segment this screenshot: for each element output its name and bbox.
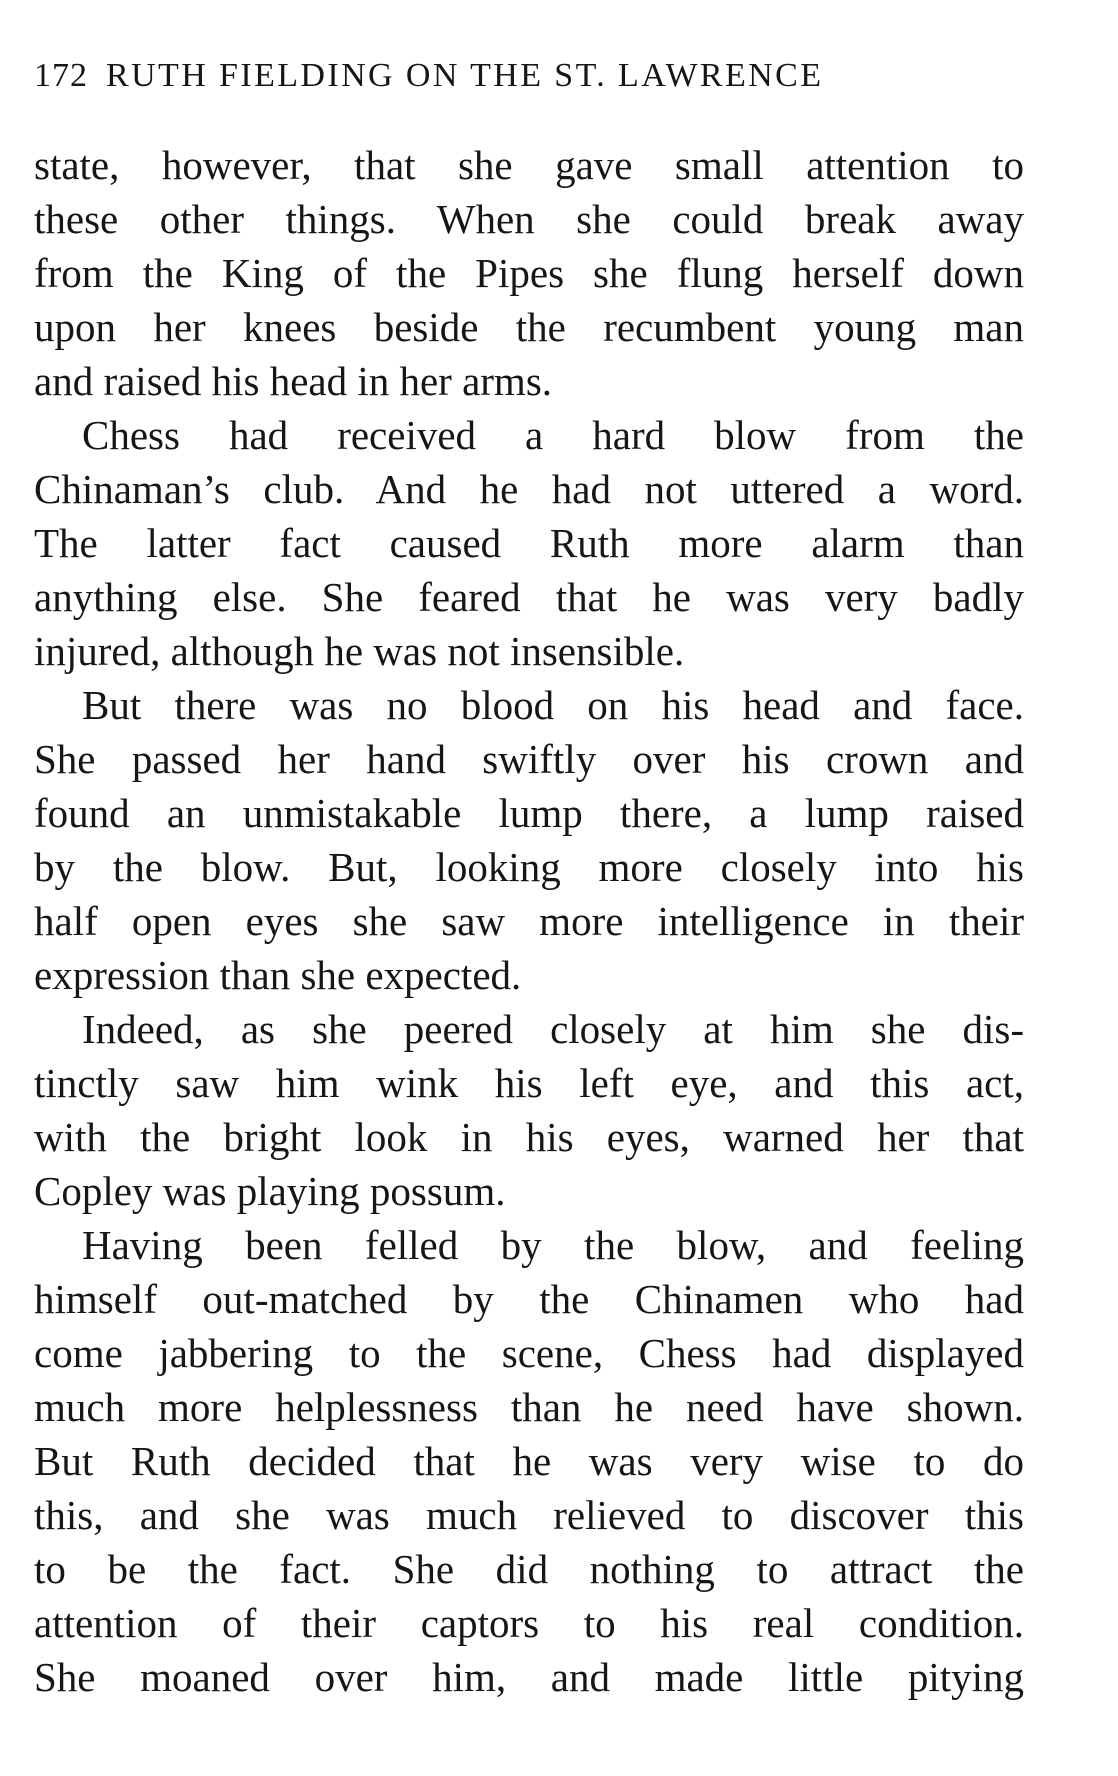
text-line: anything else. She feared that he was very badly xyxy=(34,574,1024,620)
text-line: Indeed, as she peered closely at him she dis- xyxy=(82,1006,1024,1052)
text-line: injured, although he was not insensible. xyxy=(34,628,685,674)
text-line: upon her knees beside the recumbent young man xyxy=(34,304,1024,350)
text-line: But Ruth decided that he was very wise to do xyxy=(34,1438,1024,1484)
text-line: found an unmistakable lump there, a lump raised xyxy=(34,790,1024,836)
text-line: She moaned over him, and made little pitying xyxy=(34,1654,1024,1700)
page-header xyxy=(34,56,823,96)
text-line: Having been felled by the blow, and feeling xyxy=(82,1222,1024,1268)
text-line: himself out-matched by the Chinamen who had xyxy=(34,1276,1024,1322)
text-line: and raised his head in her arms. xyxy=(34,358,553,404)
text-line: come jabbering to the scene, Chess had displayed xyxy=(34,1330,1024,1376)
text-line: But there was no blood on his head and face. xyxy=(82,682,1024,728)
text-line: Chess had received a hard blow from the xyxy=(82,412,1024,458)
text-line: by the blow. But, looking more closely into his xyxy=(34,844,1024,890)
text-line: from the King of the Pipes she flung herself down xyxy=(34,250,1024,296)
text-line: Chinaman’s club. And he had not uttered a word. xyxy=(34,466,1024,512)
text-line: The latter fact caused Ruth more alarm than xyxy=(34,520,1024,566)
body-text xyxy=(34,138,1024,1704)
text-line: half open eyes she saw more intelligence in their xyxy=(34,898,1024,944)
text-line: much more helplessness than he need have shown. xyxy=(34,1384,1024,1430)
text-line: tinctly saw him wink his left eye, and this act, xyxy=(34,1060,1024,1106)
text-line: these other things. When she could break away xyxy=(34,196,1024,242)
text-line: She passed her hand swiftly over his crown and xyxy=(34,736,1024,782)
text-line: Copley was playing possum. xyxy=(34,1168,506,1214)
text-line: to be the fact. She did nothing to attract the xyxy=(34,1546,1024,1592)
text-line: this, and she was much relieved to discover this xyxy=(34,1492,1024,1538)
text-line: with the bright look in his eyes, warned her that xyxy=(34,1114,1024,1160)
text-line: state, however, that she gave small attention to xyxy=(34,142,1024,188)
text-line: attention of their captors to his real condition. xyxy=(34,1600,1024,1646)
page-number: 172 xyxy=(34,57,88,94)
text-line: expression than she expected. xyxy=(34,952,522,998)
running-head: RUTH FIELDING ON THE ST. LAWRENCE xyxy=(106,57,824,94)
